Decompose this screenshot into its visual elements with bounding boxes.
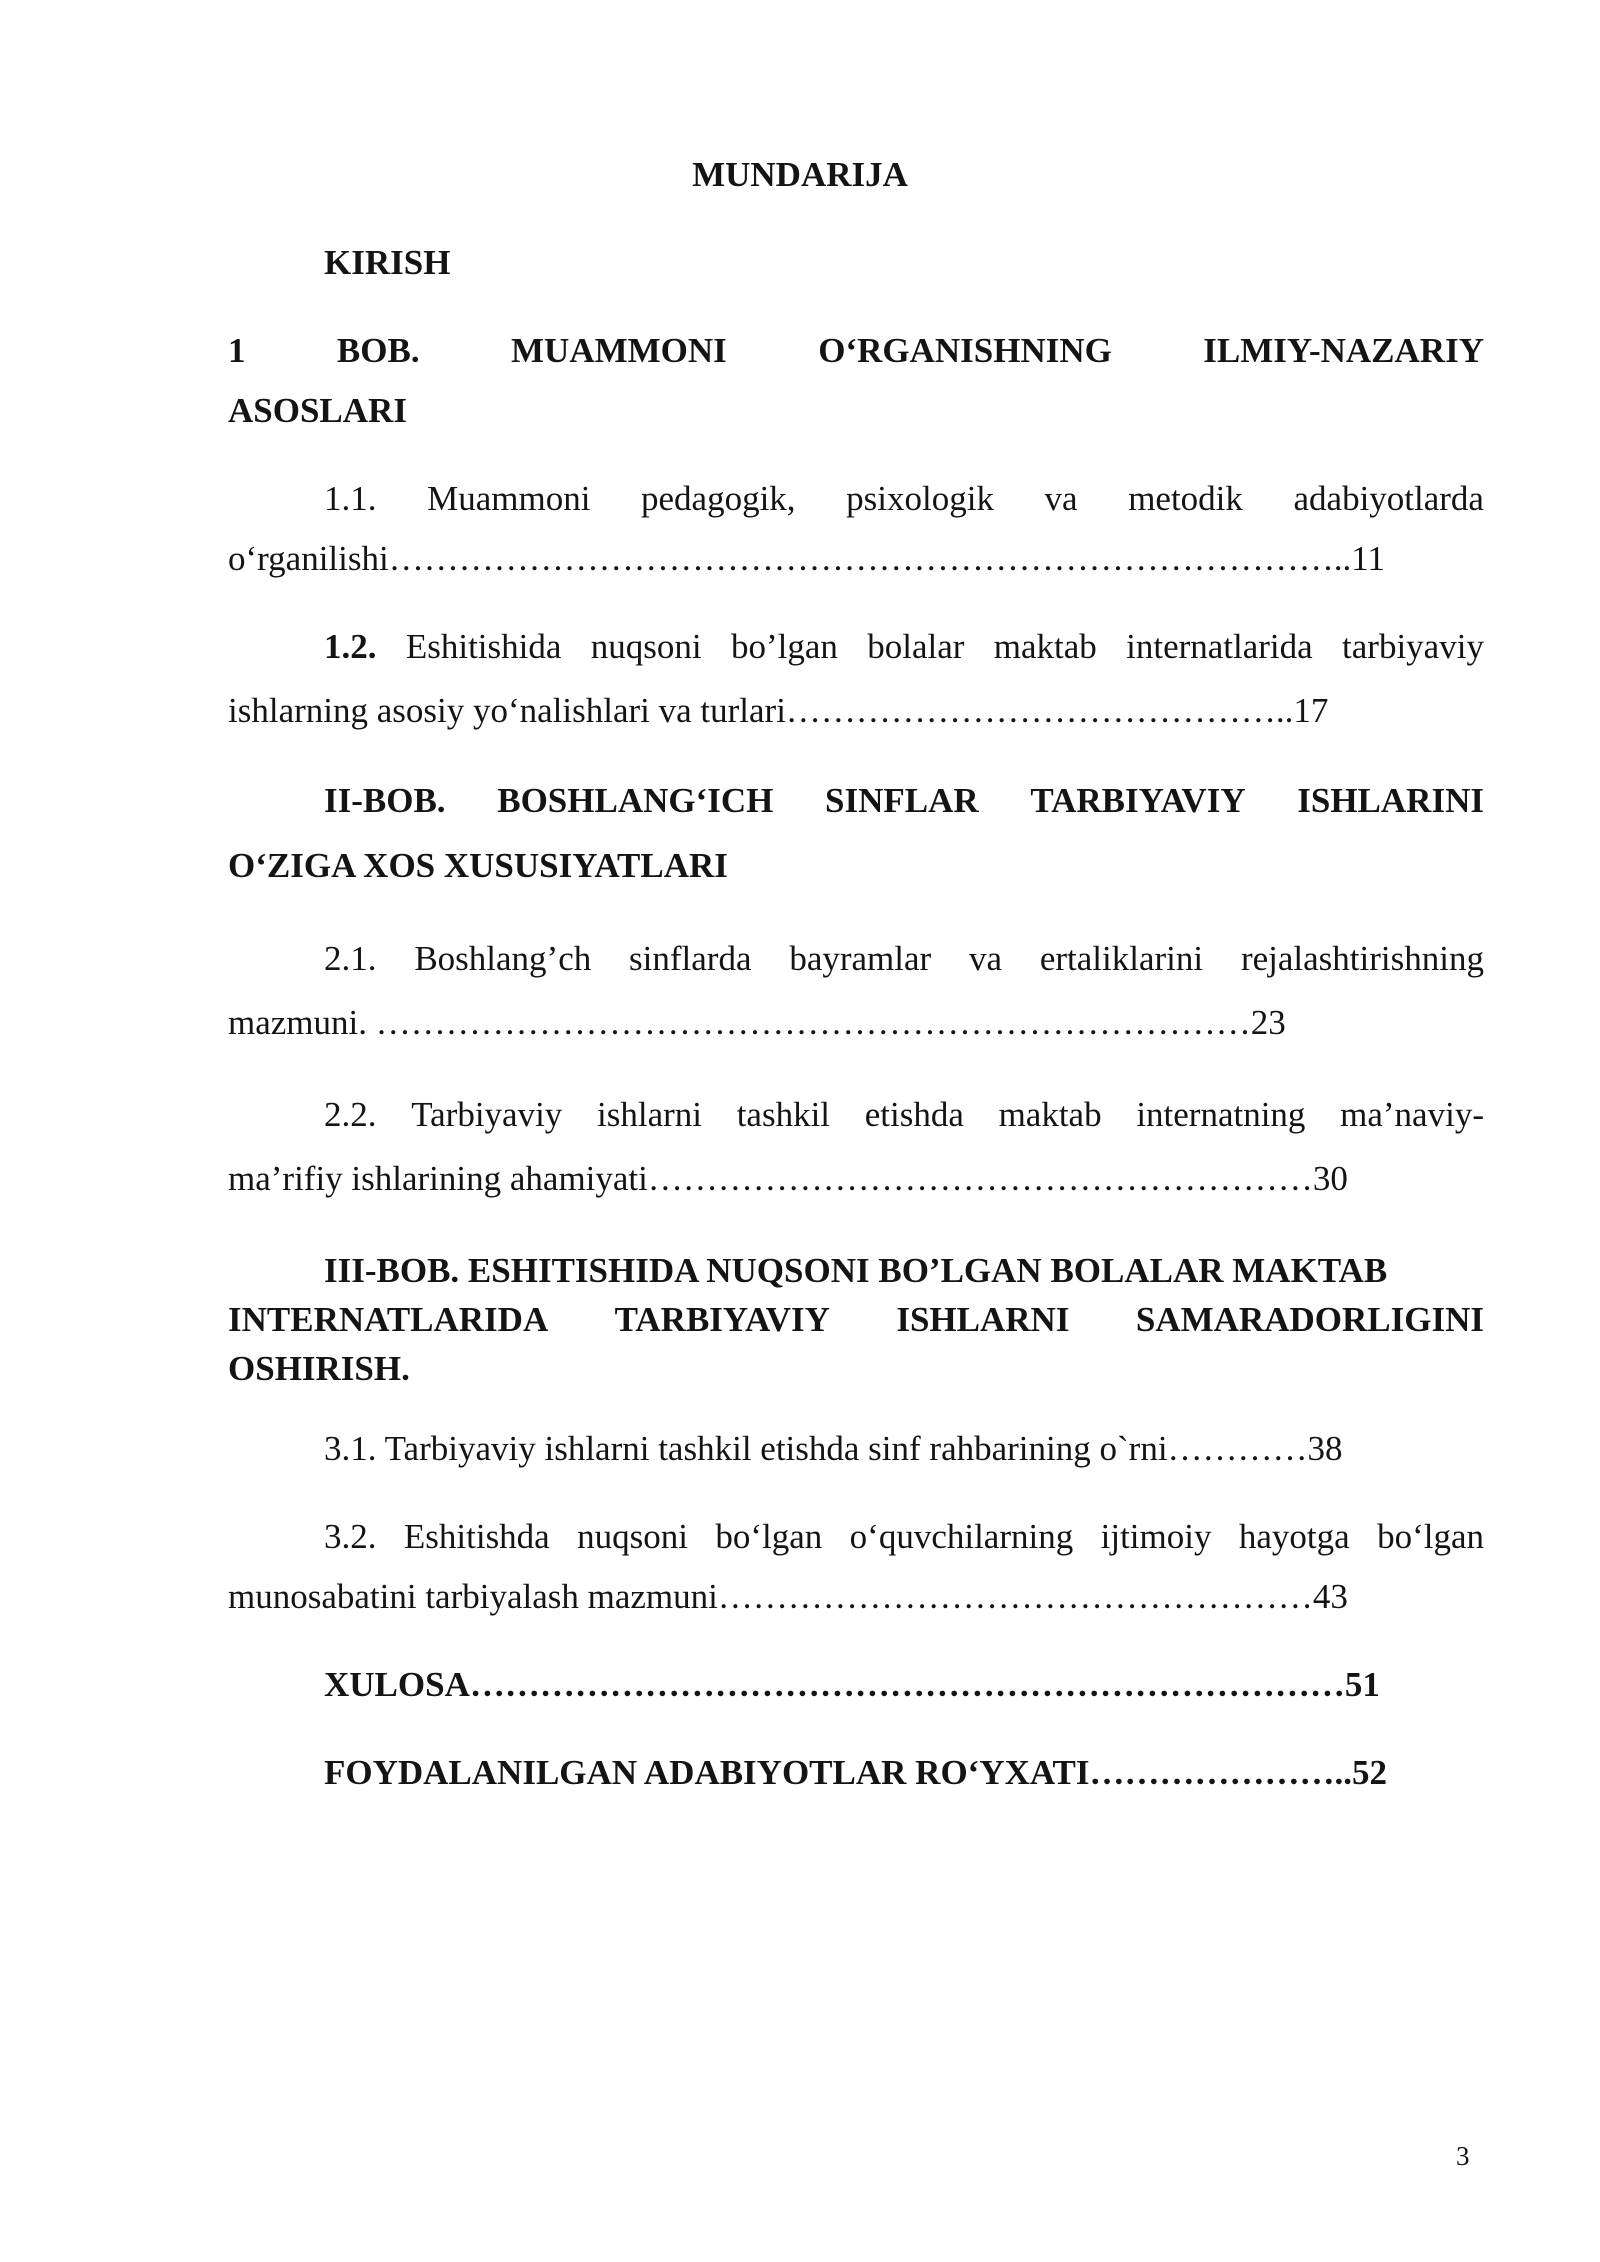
toc-section-1-1-line1 — [228, 476, 1484, 522]
toc-section-3-2-line2: munosabatini tarbiyalash mazmuni……………………………………………43 — [228, 1577, 1348, 1616]
toc-chapter-1-line2: ASOSLARI — [228, 391, 407, 430]
toc-word: bo‘lgan — [1377, 1517, 1484, 1556]
toc-word: va — [969, 939, 1003, 978]
toc-word: nuqsoni — [577, 1517, 688, 1556]
toc-word: 2.1. — [324, 939, 377, 978]
toc-word: bo‘lgan — [715, 1517, 823, 1556]
toc-word: Tarbiyaviy — [411, 1095, 563, 1134]
toc-word: internatlarida — [1126, 627, 1313, 666]
toc-entry-intro: KIRISH — [324, 243, 451, 282]
toc-entry-conclusion: XULOSA…………………………………………………………………51 — [324, 1665, 1380, 1704]
toc-chapter-2-line2: O‘ZIGA XOS XUSUSIYATLARI — [228, 846, 728, 885]
toc-word: Eshitishda — [403, 1517, 550, 1556]
toc-word: BOSHLANG‘ICH — [497, 781, 774, 820]
toc-chapter-3-line2 — [228, 1297, 1484, 1343]
toc-word: tarbiyaviy — [1342, 627, 1484, 666]
toc-entry-references: FOYDALANILGAN ADABIYOTLAR RO‘YXATI…………………..52 — [324, 1753, 1388, 1792]
toc-section-2-2-line1 — [228, 1092, 1484, 1138]
toc-word: ijtimoiy — [1100, 1517, 1212, 1556]
toc-chapter-2-line1 — [228, 778, 1484, 824]
toc-word: maktab — [998, 1095, 1102, 1134]
toc-word: 1 — [228, 331, 246, 370]
toc-word: maktab — [993, 627, 1097, 666]
toc-word: BOB. — [336, 331, 420, 370]
toc-word: MUAMMONI — [511, 331, 727, 370]
toc-chapter-1-line1 — [228, 328, 1484, 374]
toc-word: TARBIYAVIY — [614, 1300, 830, 1339]
toc-word: metodik — [1128, 479, 1243, 518]
toc-word: va — [1044, 479, 1078, 518]
toc-word: hayotga — [1238, 1517, 1350, 1556]
toc-word: ILMIY-NAZARIY — [1203, 331, 1484, 370]
toc-word: ISHLARNI — [896, 1300, 1070, 1339]
toc-word: 3.2. — [324, 1517, 377, 1556]
toc-word: bolalar — [867, 627, 965, 666]
page-title: MUNDARIJA — [692, 155, 908, 194]
toc-word: bo’lgan — [730, 627, 838, 666]
toc-section-3-1: 3.1. Tarbiyaviy ishlarni tashkil etishda sinf rahbarining o`rni…………38 — [324, 1429, 1343, 1468]
toc-word: o‘quvchilarning — [849, 1517, 1074, 1556]
toc-section-2-2-line2: ma’rifiy ishlarining ahamiyati…………………………………………………30 — [228, 1159, 1348, 1198]
page-number: 3 — [1456, 2141, 1470, 2171]
toc-word: tashkil — [736, 1095, 831, 1134]
toc-word: SINFLAR — [825, 781, 979, 820]
toc-word: bayramlar — [789, 939, 932, 978]
toc-word: ma’naviy- — [1340, 1095, 1484, 1134]
toc-word: 2.2. — [324, 1095, 377, 1134]
toc-chapter-3-line1: III-BOB. ESHITISHIDA NUQSONI BO’LGAN BOLALAR MAKTAB — [324, 1251, 1388, 1290]
toc-word: internatning — [1136, 1095, 1306, 1134]
toc-word: 1.1. — [324, 479, 377, 518]
toc-word: II-BOB. — [324, 781, 446, 820]
toc-section-1-1-line2: o‘rganilishi………………………………………………………………………..11 — [228, 539, 1385, 578]
toc-word: SAMARADORLIGINI — [1135, 1300, 1484, 1339]
toc-section-2-1-line2: mazmuni. …………………………………………………………………23 — [228, 1003, 1286, 1042]
toc-word: rejalashtirishning — [1240, 939, 1484, 978]
toc-word: ishlarni — [597, 1095, 702, 1134]
toc-word: O‘RGANISHNING — [818, 331, 1112, 370]
toc-word: adabiyotlarda — [1293, 479, 1484, 518]
toc-word: Boshlang’ch — [414, 939, 592, 978]
toc-word: psixologik — [846, 479, 994, 518]
toc-word: sinflarda — [629, 939, 752, 978]
toc-word: TARBIYAVIY — [1030, 781, 1246, 820]
toc-section-number: 1.2. — [324, 627, 377, 666]
toc-word: etishda — [864, 1095, 964, 1134]
toc-word: pedagogik, — [641, 479, 796, 518]
toc-section-1-2-line2: ishlarning asosiy yo‘nalishlari va turlari……………………………………..17 — [228, 691, 1329, 730]
toc-word: Muammoni — [427, 479, 591, 518]
toc-section-2-1-line1 — [228, 936, 1484, 982]
toc-word: ertaliklarini — [1039, 939, 1204, 978]
toc-word: nuqsoni — [590, 627, 702, 666]
toc-section-1-2-line1 — [228, 624, 1484, 670]
toc-chapter-3-line3: OSHIRISH. — [228, 1349, 410, 1388]
toc-word: ISHLARINI — [1297, 781, 1484, 820]
toc-word: INTERNATLARIDA — [228, 1300, 549, 1339]
toc-section-3-2-line1 — [228, 1514, 1484, 1560]
toc-word: Eshitishida — [405, 627, 562, 666]
